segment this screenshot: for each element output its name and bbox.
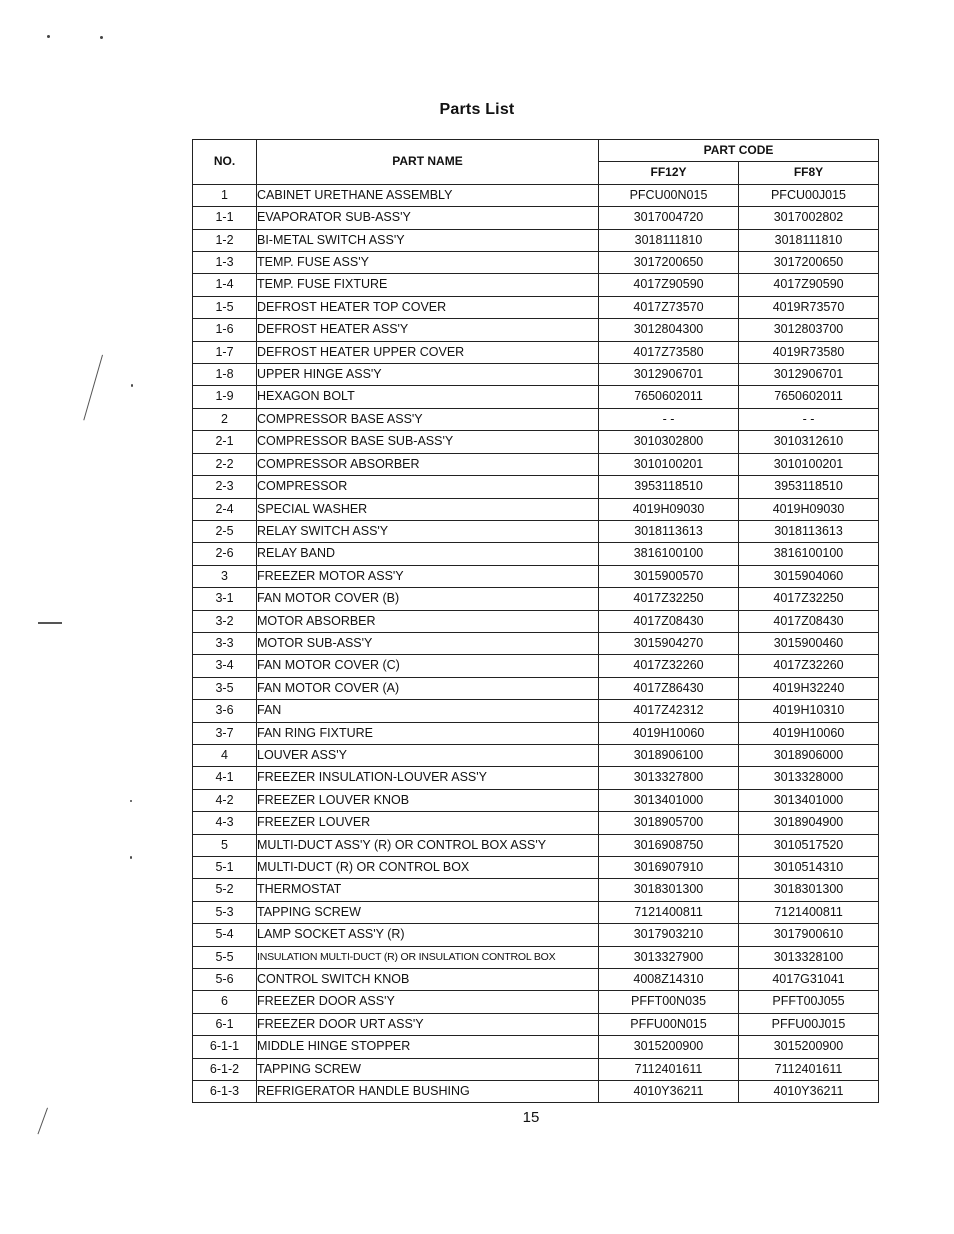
table-row xyxy=(193,184,879,206)
table-row xyxy=(193,834,879,856)
cell-no: 2 xyxy=(193,408,257,430)
table-row xyxy=(193,812,879,834)
cell-code-ff12y: 3010100201 xyxy=(599,453,739,475)
cell-no: 1-1 xyxy=(193,207,257,229)
cell-no: 2-5 xyxy=(193,520,257,542)
cell-code-ff8y: 4019H09030 xyxy=(739,498,879,520)
cell-no: 3-3 xyxy=(193,632,257,654)
cell-no: 3-5 xyxy=(193,677,257,699)
cell-part-name: DEFROST HEATER ASS'Y xyxy=(257,319,599,341)
cell-part-name: FREEZER LOUVER xyxy=(257,812,599,834)
cell-code-ff12y: 4017Z32260 xyxy=(599,655,739,677)
table-row xyxy=(193,924,879,946)
table-row xyxy=(193,969,879,991)
table-row xyxy=(193,767,879,789)
table-row xyxy=(193,520,879,542)
page-number: 15 xyxy=(522,1109,540,1126)
cell-part-name: INSULATION MULTI-DUCT (R) OR INSULATION CONTROL BOX xyxy=(257,946,599,968)
cell-part-name: THERMOSTAT xyxy=(257,879,599,901)
cell-code-ff12y: 7650602011 xyxy=(599,386,739,408)
table-row xyxy=(193,565,879,587)
page-title: Parts List xyxy=(439,101,515,118)
table-row xyxy=(193,453,879,475)
cell-part-name: DEFROST HEATER TOP COVER xyxy=(257,296,599,318)
cell-code-ff12y: PFFT00N035 xyxy=(599,991,739,1013)
column-header-model-ff8y: FF8Y xyxy=(739,162,879,184)
cell-code-ff12y: 4017Z42312 xyxy=(599,700,739,722)
cell-part-name: CONTROL SWITCH KNOB xyxy=(257,969,599,991)
cell-code-ff12y: 4017Z32250 xyxy=(599,588,739,610)
cell-no: 1-6 xyxy=(193,319,257,341)
cell-code-ff8y: 3013401000 xyxy=(739,789,879,811)
cell-no: 5 xyxy=(193,834,257,856)
cell-part-name: FAN MOTOR COVER (A) xyxy=(257,677,599,699)
column-header-part-code: PART CODE xyxy=(599,140,879,162)
parts-table-body xyxy=(193,184,879,1103)
scan-speck xyxy=(47,35,50,38)
cell-code-ff8y: 3017002802 xyxy=(739,207,879,229)
table-row xyxy=(193,700,879,722)
cell-part-name: TEMP. FUSE ASS'Y xyxy=(257,252,599,274)
table-row xyxy=(193,1036,879,1058)
cell-code-ff12y: 3816100100 xyxy=(599,543,739,565)
cell-code-ff12y: 3010302800 xyxy=(599,431,739,453)
cell-no: 4-3 xyxy=(193,812,257,834)
cell-part-name: FREEZER MOTOR ASS'Y xyxy=(257,565,599,587)
cell-code-ff8y: 4019H32240 xyxy=(739,677,879,699)
cell-part-name: TEMP. FUSE FIXTURE xyxy=(257,274,599,296)
table-row xyxy=(193,857,879,879)
table-row xyxy=(193,588,879,610)
cell-part-name: LAMP SOCKET ASS'Y (R) xyxy=(257,924,599,946)
cell-code-ff12y: 3017200650 xyxy=(599,252,739,274)
cell-part-name: BI-METAL SWITCH ASS'Y xyxy=(257,229,599,251)
cell-part-name: REFRIGERATOR HANDLE BUSHING xyxy=(257,1081,599,1103)
scan-stroke xyxy=(83,355,103,421)
cell-code-ff12y: 3018111810 xyxy=(599,229,739,251)
cell-part-name: TAPPING SCREW xyxy=(257,901,599,923)
cell-code-ff8y: 4010Y36211 xyxy=(739,1081,879,1103)
cell-code-ff12y: 3017903210 xyxy=(599,924,739,946)
cell-code-ff12y: 7121400811 xyxy=(599,901,739,923)
table-row xyxy=(193,789,879,811)
cell-no: 6 xyxy=(193,991,257,1013)
cell-code-ff12y: 3013401000 xyxy=(599,789,739,811)
cell-code-ff8y: 7112401611 xyxy=(739,1058,879,1080)
cell-code-ff12y: 3015900570 xyxy=(599,565,739,587)
cell-part-name: COMPRESSOR ABSORBER xyxy=(257,453,599,475)
table-row xyxy=(193,207,879,229)
cell-code-ff8y: PFFU00J015 xyxy=(739,1013,879,1035)
cell-code-ff12y: 4017Z86430 xyxy=(599,677,739,699)
cell-part-name: MULTI-DUCT ASS'Y (R) OR CONTROL BOX ASS'Y xyxy=(257,834,599,856)
table-row xyxy=(193,364,879,386)
cell-no: 2-1 xyxy=(193,431,257,453)
cell-code-ff12y: 4019H09030 xyxy=(599,498,739,520)
table-row xyxy=(193,946,879,968)
cell-code-ff12y: 3018301300 xyxy=(599,879,739,901)
cell-code-ff8y: 3816100100 xyxy=(739,543,879,565)
cell-part-name: MIDDLE HINGE STOPPER xyxy=(257,1036,599,1058)
scan-speck xyxy=(130,800,132,802)
scan-speck xyxy=(131,384,133,387)
cell-no: 1-2 xyxy=(193,229,257,251)
parts-table-header xyxy=(193,140,879,185)
cell-code-ff8y: - - xyxy=(739,408,879,430)
table-row xyxy=(193,1081,879,1103)
table-row xyxy=(193,879,879,901)
cell-no: 5-5 xyxy=(193,946,257,968)
cell-code-ff8y: 3018111810 xyxy=(739,229,879,251)
cell-part-name: FAN xyxy=(257,700,599,722)
cell-part-name: FREEZER INSULATION-LOUVER ASS'Y xyxy=(257,767,599,789)
cell-code-ff8y: 4017Z90590 xyxy=(739,274,879,296)
column-header-no: NO. xyxy=(193,140,257,185)
cell-code-ff8y: 3012906701 xyxy=(739,364,879,386)
table-row xyxy=(193,252,879,274)
table-row xyxy=(193,632,879,654)
cell-code-ff8y: 3010514310 xyxy=(739,857,879,879)
cell-part-name: FREEZER DOOR URT ASS'Y xyxy=(257,1013,599,1035)
cell-part-name: EVAPORATOR SUB-ASS'Y xyxy=(257,207,599,229)
cell-no: 5-6 xyxy=(193,969,257,991)
cell-code-ff12y: 7112401611 xyxy=(599,1058,739,1080)
table-row xyxy=(193,296,879,318)
cell-no: 1-9 xyxy=(193,386,257,408)
cell-no: 1-7 xyxy=(193,341,257,363)
cell-code-ff12y: 3016907910 xyxy=(599,857,739,879)
cell-code-ff8y: 7650602011 xyxy=(739,386,879,408)
cell-code-ff12y: 3015904270 xyxy=(599,632,739,654)
cell-no: 5-1 xyxy=(193,857,257,879)
cell-code-ff8y: 3013328100 xyxy=(739,946,879,968)
cell-code-ff8y: 3015904060 xyxy=(739,565,879,587)
cell-no: 1-8 xyxy=(193,364,257,386)
cell-no: 5-4 xyxy=(193,924,257,946)
table-row xyxy=(193,1013,879,1035)
cell-code-ff8y: 3010517520 xyxy=(739,834,879,856)
table-row xyxy=(193,498,879,520)
table-row xyxy=(193,543,879,565)
table-row xyxy=(193,677,879,699)
cell-no: 4-1 xyxy=(193,767,257,789)
cell-code-ff12y: 3012906701 xyxy=(599,364,739,386)
cell-part-name: RELAY BAND xyxy=(257,543,599,565)
cell-no: 2-2 xyxy=(193,453,257,475)
cell-code-ff8y: PFCU00J015 xyxy=(739,184,879,206)
cell-part-name: UPPER HINGE ASS'Y xyxy=(257,364,599,386)
cell-code-ff12y: 3018113613 xyxy=(599,520,739,542)
table-row xyxy=(193,431,879,453)
cell-code-ff8y: 3010100201 xyxy=(739,453,879,475)
cell-part-name: FAN RING FIXTURE xyxy=(257,722,599,744)
cell-no: 6-1-2 xyxy=(193,1058,257,1080)
cell-code-ff8y: 4017Z08430 xyxy=(739,610,879,632)
cell-no: 3-7 xyxy=(193,722,257,744)
cell-part-name: HEXAGON BOLT xyxy=(257,386,599,408)
table-row xyxy=(193,274,879,296)
cell-part-name: RELAY SWITCH ASS'Y xyxy=(257,520,599,542)
cell-code-ff8y: 3010312610 xyxy=(739,431,879,453)
cell-part-name: FREEZER DOOR ASS'Y xyxy=(257,991,599,1013)
cell-code-ff12y: 3015200900 xyxy=(599,1036,739,1058)
cell-code-ff12y: PFFU00N015 xyxy=(599,1013,739,1035)
table-row xyxy=(193,386,879,408)
cell-code-ff8y: 3018113613 xyxy=(739,520,879,542)
cell-no: 4-2 xyxy=(193,789,257,811)
cell-part-name: FAN MOTOR COVER (C) xyxy=(257,655,599,677)
table-row xyxy=(193,744,879,766)
cell-code-ff12y: 3953118510 xyxy=(599,476,739,498)
table-row xyxy=(193,229,879,251)
cell-code-ff12y: 4017Z90590 xyxy=(599,274,739,296)
cell-code-ff12y: 3018905700 xyxy=(599,812,739,834)
parts-table xyxy=(192,139,879,1103)
cell-code-ff12y: 4010Y36211 xyxy=(599,1081,739,1103)
cell-code-ff8y: 3953118510 xyxy=(739,476,879,498)
cell-no: 2-3 xyxy=(193,476,257,498)
table-row xyxy=(193,476,879,498)
cell-code-ff12y: 4017Z08430 xyxy=(599,610,739,632)
column-header-model-ff12y: FF12Y xyxy=(599,162,739,184)
cell-no: 3-2 xyxy=(193,610,257,632)
cell-part-name: MOTOR SUB-ASS'Y xyxy=(257,632,599,654)
cell-part-name: TAPPING SCREW xyxy=(257,1058,599,1080)
cell-code-ff8y: 3015900460 xyxy=(739,632,879,654)
cell-code-ff12y: 4017Z73570 xyxy=(599,296,739,318)
cell-code-ff8y: 3018906000 xyxy=(739,744,879,766)
cell-no: 6-1-3 xyxy=(193,1081,257,1103)
table-row xyxy=(193,991,879,1013)
cell-code-ff8y: 4019H10310 xyxy=(739,700,879,722)
cell-part-name: SPECIAL WASHER xyxy=(257,498,599,520)
table-row xyxy=(193,655,879,677)
cell-code-ff8y: PFFT00J055 xyxy=(739,991,879,1013)
cell-code-ff8y: 3012803700 xyxy=(739,319,879,341)
cell-no: 3 xyxy=(193,565,257,587)
cell-part-name: MULTI-DUCT (R) OR CONTROL BOX xyxy=(257,857,599,879)
cell-no: 1 xyxy=(193,184,257,206)
cell-code-ff12y: - - xyxy=(599,408,739,430)
cell-no: 3-4 xyxy=(193,655,257,677)
cell-no: 1-4 xyxy=(193,274,257,296)
cell-no: 1-3 xyxy=(193,252,257,274)
cell-part-name: COMPRESSOR BASE SUB-ASS'Y xyxy=(257,431,599,453)
scan-speck xyxy=(130,856,132,859)
cell-code-ff12y: 4019H10060 xyxy=(599,722,739,744)
cell-no: 5-3 xyxy=(193,901,257,923)
cell-code-ff8y: 3017900610 xyxy=(739,924,879,946)
cell-code-ff12y: PFCU00N015 xyxy=(599,184,739,206)
table-row xyxy=(193,408,879,430)
cell-code-ff12y: 4017Z73580 xyxy=(599,341,739,363)
cell-part-name: MOTOR ABSORBER xyxy=(257,610,599,632)
cell-code-ff12y: 3016908750 xyxy=(599,834,739,856)
cell-code-ff8y: 3013328000 xyxy=(739,767,879,789)
cell-code-ff12y: 4008Z14310 xyxy=(599,969,739,991)
cell-code-ff8y: 4019R73580 xyxy=(739,341,879,363)
cell-part-name: FREEZER LOUVER KNOB xyxy=(257,789,599,811)
cell-code-ff12y: 3018906100 xyxy=(599,744,739,766)
cell-code-ff12y: 3013327800 xyxy=(599,767,739,789)
table-row xyxy=(193,319,879,341)
cell-code-ff8y: 4017Z32260 xyxy=(739,655,879,677)
cell-no: 1-5 xyxy=(193,296,257,318)
table-row xyxy=(193,901,879,923)
cell-part-name: COMPRESSOR xyxy=(257,476,599,498)
cell-no: 3-6 xyxy=(193,700,257,722)
cell-no: 3-1 xyxy=(193,588,257,610)
table-row xyxy=(193,341,879,363)
cell-code-ff8y: 3018904900 xyxy=(739,812,879,834)
column-header-part-name: PART NAME xyxy=(257,140,599,185)
cell-code-ff8y: 4019R73570 xyxy=(739,296,879,318)
table-row xyxy=(193,722,879,744)
cell-code-ff8y: 3017200650 xyxy=(739,252,879,274)
cell-code-ff8y: 3015200900 xyxy=(739,1036,879,1058)
cell-no: 6-1 xyxy=(193,1013,257,1035)
cell-part-name: LOUVER ASS'Y xyxy=(257,744,599,766)
cell-no: 5-2 xyxy=(193,879,257,901)
cell-code-ff12y: 3017004720 xyxy=(599,207,739,229)
cell-no: 2-6 xyxy=(193,543,257,565)
table-row xyxy=(193,610,879,632)
cell-code-ff8y: 4017Z32250 xyxy=(739,588,879,610)
cell-code-ff12y: 3013327900 xyxy=(599,946,739,968)
cell-no: 2-4 xyxy=(193,498,257,520)
cell-code-ff12y: 3012804300 xyxy=(599,319,739,341)
cell-no: 6-1-1 xyxy=(193,1036,257,1058)
cell-part-name: DEFROST HEATER UPPER COVER xyxy=(257,341,599,363)
scan-speck xyxy=(100,36,103,39)
cell-no: 4 xyxy=(193,744,257,766)
table-row xyxy=(193,1058,879,1080)
cell-code-ff8y: 3018301300 xyxy=(739,879,879,901)
cell-part-name: CABINET URETHANE ASSEMBLY xyxy=(257,184,599,206)
cell-part-name: FAN MOTOR COVER (B) xyxy=(257,588,599,610)
scan-stroke xyxy=(38,622,62,624)
cell-code-ff8y: 7121400811 xyxy=(739,901,879,923)
cell-code-ff8y: 4019H10060 xyxy=(739,722,879,744)
cell-code-ff8y: 4017G31041 xyxy=(739,969,879,991)
cell-part-name: COMPRESSOR BASE ASS'Y xyxy=(257,408,599,430)
